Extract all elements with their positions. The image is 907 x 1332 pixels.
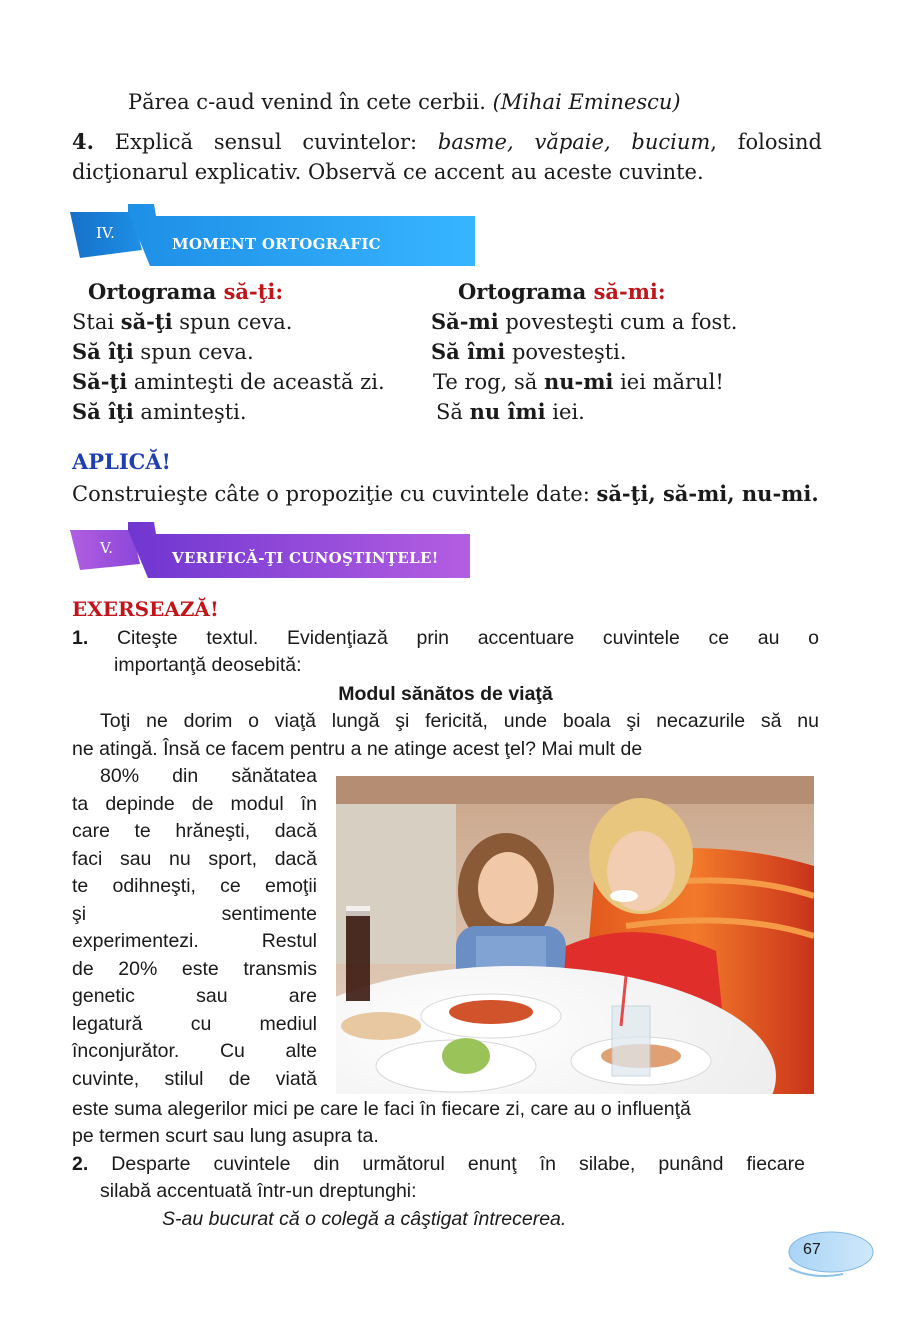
task2-line1: 2. Desparte cuvintele din următorul enunţ în silabe, punând fiecare [72,1153,805,1175]
wrap-line: faci sau nu sport, dacă [72,847,317,870]
sati-row: Să îţi aminteşti. [72,399,247,424]
para-line: ne atingă. Însă ce facem pentru a ne atinge acest ţel? Mai mult de [72,738,643,760]
wrap-line: 80% din sănătatea [100,765,317,787]
wrap-line: de 20% este transmis [72,957,317,980]
wrap-line: cuvinte, stilul de viată [72,1067,317,1090]
wrap-line: te odihneşti, ce emoţii [72,875,317,897]
section5-banner [70,522,480,582]
family-meal-photo [336,776,814,1094]
wrap-line: legatură cu mediul [72,1012,317,1035]
photo-illustration [336,776,814,1094]
para-line: Toţi ne dorim o viaţă lungă şi fericită, unde boala şi necazurile să nu [100,710,819,732]
task4-line2: dicţionarul explicativ. Observă ce accent au aceste cuvinte. [72,160,704,184]
task2-line2: silabă accentuată într-un dreptunghi: [100,1180,417,1202]
text-title: Modul sănătos de viaţă [338,683,553,705]
task1-line2: importanţă deosebită: [114,654,302,676]
page-number: 67 [803,1241,821,1258]
sami-row: Să îmi povesteşti. [431,339,627,364]
exerseaza-heading: EXERSEAZĂ! [72,597,219,621]
sami-row: Să nu îmi iei. [436,399,585,424]
page-number-bubble-icon [783,1228,875,1278]
after-line: pe termen scurt sau lung asupra ta. [72,1125,379,1147]
page-number-badge [783,1228,875,1278]
wrap-line: genetic sau are [72,985,317,1007]
sati-row: Să-ţi aminteşti de această zi. [72,369,385,394]
poem-line: Părea c-aud venind în cete cerbii. (Mihai Eminescu) [128,90,681,114]
task1-line1: 1. Citeşte textul. Evidenţiază prin accentuare cuvintele ce au o [72,627,819,649]
sami-row: Să-mi povesteşti cum a fost. [431,309,738,334]
sati-row: Stai să-ţi spun ceva. [72,309,293,334]
section5-title: VERIFICĂ-ŢI CUNOŞTINŢELE! [172,549,439,567]
after-line: este suma alegerilor mici pe care le faci în fiecare zi, care au o influenţă [72,1098,691,1120]
wrap-line: ta depinde de modul în [72,792,317,815]
wrap-line: înconjurător. Cu alte [72,1040,317,1062]
aplica-heading: APLICĂ! [72,449,171,474]
ortograma-sami-title: Ortograma să-mi: [458,279,666,304]
wrap-line: experimentezi. Restul [72,930,317,952]
task2-sentence: S-au bucurat că o colegă a câştigat întrecerea. [162,1208,567,1230]
section4-banner [70,204,480,268]
section4-title: MOMENT ORTOGRAFIC [172,235,381,253]
sati-row: Să îţi spun ceva. [72,339,254,364]
task4-line1: 4. Explică sensul cuvintelor: basme, văpaie, bucium, folosind [72,129,822,154]
section5-roman: V. [100,539,113,557]
section4-roman: IV. [96,224,115,242]
aplica-text: Construieşte câte o propoziţie cu cuvintele date: să-ţi, să-mi, nu-mi. [72,481,819,506]
wrap-line: şi sentimente [72,902,317,925]
wrap-line: care te hrăneşti, dacă [72,820,317,842]
ortograma-sati-title: Ortograma să-ţi: [88,279,284,304]
wrap-column [72,763,317,1093]
poem-author: (Mihai Eminescu) [492,90,681,114]
sami-row: Te rog, să nu-mi iei mărul! [433,369,724,394]
